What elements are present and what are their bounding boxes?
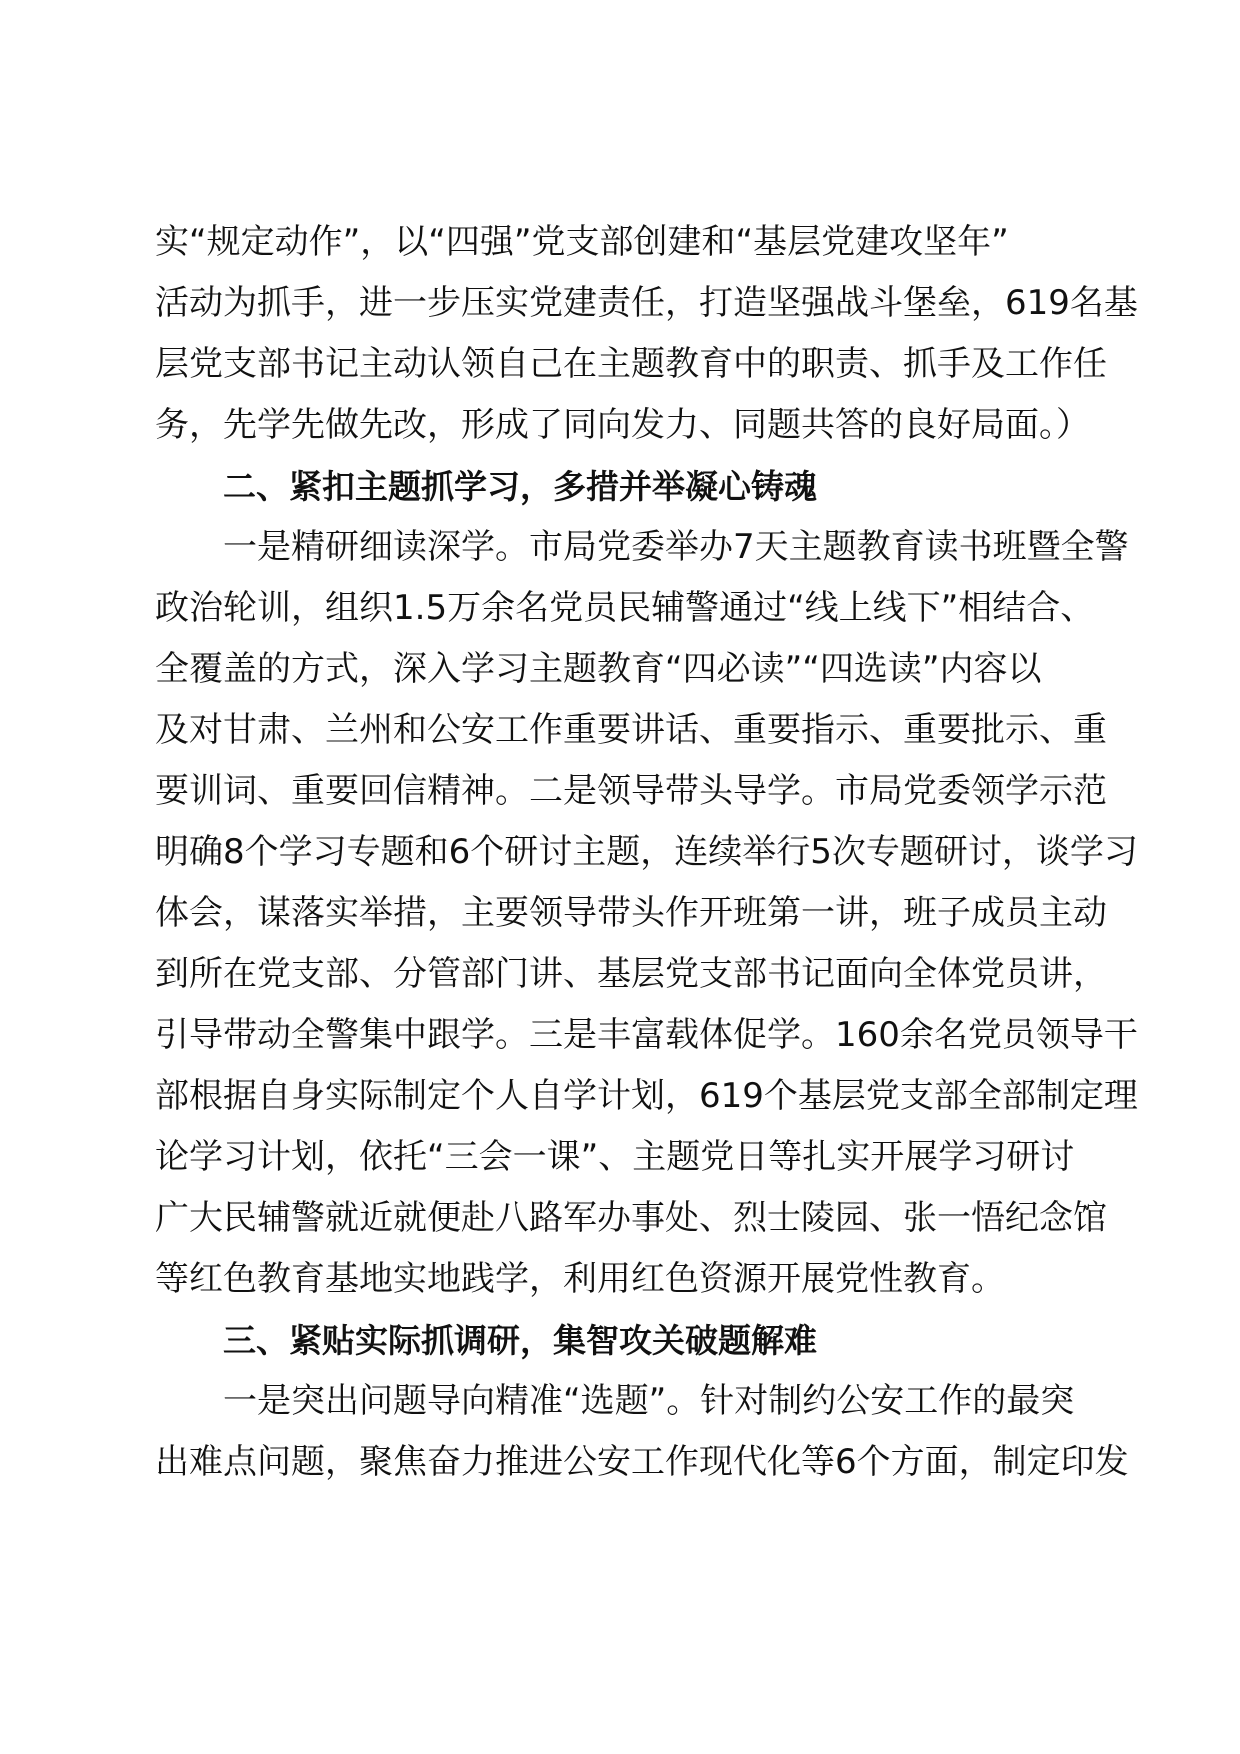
paragraph-line: 一是精研细读深学。市局党委举办7天主题教育读书班暨全警 — [223, 527, 1129, 567]
paragraph-line: 实“规定动作”，以“四强”党支部创建和“基层党建攻坚年” — [155, 222, 1009, 262]
body-text — [155, 212, 1138, 1493]
paragraph-line: 引导带动全警集中跟学。三是丰富载体促学。160余名党员领导干 — [155, 1015, 1138, 1055]
paragraph-line: 活动为抓手，进一步压实党建责任，打造坚强战斗堡垒，619名基 — [155, 283, 1138, 323]
paragraph-line: 及对甘肃、兰州和公安工作重要讲话、重要指示、重要批示、重 — [155, 710, 1107, 750]
section-heading: 二、紧扣主题抓学习，多措并举凝心铸魂 — [223, 467, 817, 506]
paragraph-line: 论学习计划，依托“三会一课”、主题党日等扎实开展学习研讨 — [155, 1137, 1075, 1177]
paragraph-line: 广大民辅警就近就便赴八路军办事处、烈士陵园、张一悟纪念馆 — [155, 1198, 1107, 1238]
paragraph-line: 出难点问题，聚焦奋力推进公安工作现代化等6个方面，制定印发 — [155, 1442, 1129, 1482]
paragraph-line: 到所在党支部、分管部门讲、基层党支部书记面向全体党员讲， — [155, 954, 1107, 994]
paragraph-line: 层党支部书记主动认领自己在主题教育中的职责、抓手及工作任 — [155, 344, 1107, 384]
paragraph-line: 全覆盖的方式，深入学习主题教育“四必读”“四选读”内容以 — [155, 649, 1042, 689]
section-heading: 三、紧贴实际抓调研，集智攻关破题解难 — [223, 1321, 817, 1360]
paragraph-line: 体会，谋落实举措，主要领导带头作开班第一讲，班子成员主动 — [155, 893, 1107, 933]
paragraph-line: 部根据自身实际制定个人自学计划，619个基层党支部全部制定理 — [155, 1076, 1138, 1116]
paragraph-line: 一是突出问题导向精准“选题”。针对制约公安工作的最突 — [223, 1381, 1075, 1421]
paragraph-line: 要训词、重要回信精神。二是领导带头导学。市局党委领学示范 — [155, 771, 1107, 811]
paragraph-line: 等红色教育基地实地践学，利用红色资源开展党性教育。 — [155, 1259, 1005, 1299]
paragraph-line: 明确8个学习专题和6个研讨主题，连续举行5次专题研讨，谈学习 — [155, 832, 1138, 872]
paragraph-line: 政治轮训，组织1.5万余名党员民辅警通过“线上线下”相结合、 — [155, 588, 1095, 628]
paragraph-line: 务，先学先做先改，形成了同向发力、同题共答的良好局面。） — [155, 405, 1090, 445]
